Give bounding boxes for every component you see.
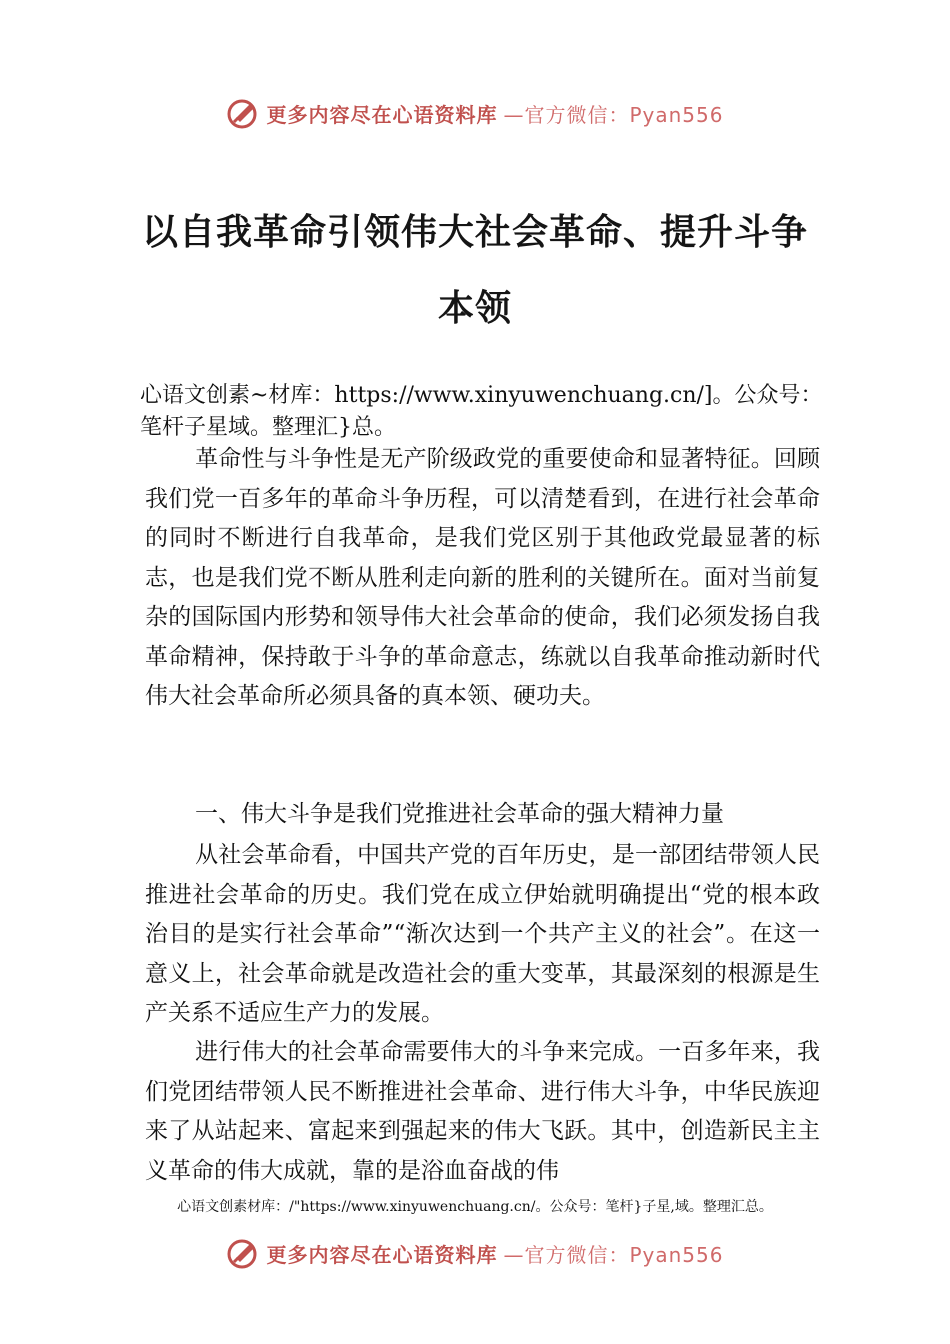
paragraph-2	[145, 836, 820, 1034]
banner-wechat: —官方微信：Pyan556	[503, 1242, 724, 1267]
header-banner	[0, 96, 950, 130]
document-title-line2: 本领	[437, 287, 512, 329]
footer-banner	[0, 1236, 950, 1270]
footer-source-note: 心语文创素材库：/"https://www.xinyuwenchuang.cn/。公众号：笔杆}子星,域。整理汇总。	[177, 1199, 773, 1215]
banner-wechat: —官方微信：Pyan556	[503, 102, 724, 127]
brand-logo-icon	[226, 1236, 260, 1270]
paragraph-3-text: 进行伟大的社会革命需要伟大的斗争来完成。一百多年来，我们党团结带领人民不断推进社会革命、进行伟大斗争，中华民族迎来了从站起来、富起来到强起来的伟大飞跃。其中，创造新民主主义革命的伟大成就，靠的是浴血奋战的伟	[145, 1039, 820, 1184]
document-title-line1: 以自我革命引领伟大社会革命、提升斗争	[141, 211, 808, 253]
banner-text: 更多内容尽在心语资料库	[266, 102, 498, 127]
source-note: 心语文创素~材库：https://www.xinyuwenchuang.cn/]。公众号：笔杆子星域。整理汇}总。	[140, 383, 823, 440]
paragraph-1-text: 革命性与斗争性是无产阶级政党的重要使命和显著特征。回顾我们党一百多年的革命斗争历程，可以清楚看到，在进行社会革命的同时不断进行自我革命，是我们党区别于其他政党最显著的标志，也是我们党不断从胜利走向新的胜利的关键所在。面对当前复杂的国际国内形势和领导伟大社会革命的使命，我们必须发扬自我革命精神，保持敢于斗争的革命意志，练就以自我革命推动新时代伟大社会革命所必须具备的真本领、硬功夫。	[145, 446, 820, 709]
paragraph-3	[145, 1033, 820, 1191]
paragraph-1	[145, 440, 820, 717]
paragraph-2-text: 从社会革命看，中国共产党的百年历史，是一部团结带领人民推进社会革命的历史。我们党在成立伊始就明确提出“党的根本政治目的是实行社会革命”“渐次达到一个共产主义的社会”。在这一意义上，社会革命就是改造社会的重大变革，其最深刻的根源是生产关系不适应生产力的发展。	[145, 842, 820, 1026]
brand-logo-icon	[226, 96, 260, 130]
banner-text: 更多内容尽在心语资料库	[266, 1242, 498, 1267]
section-heading-1: 一、伟大斗争是我们党推进社会革命的强大精神力量	[195, 801, 724, 827]
